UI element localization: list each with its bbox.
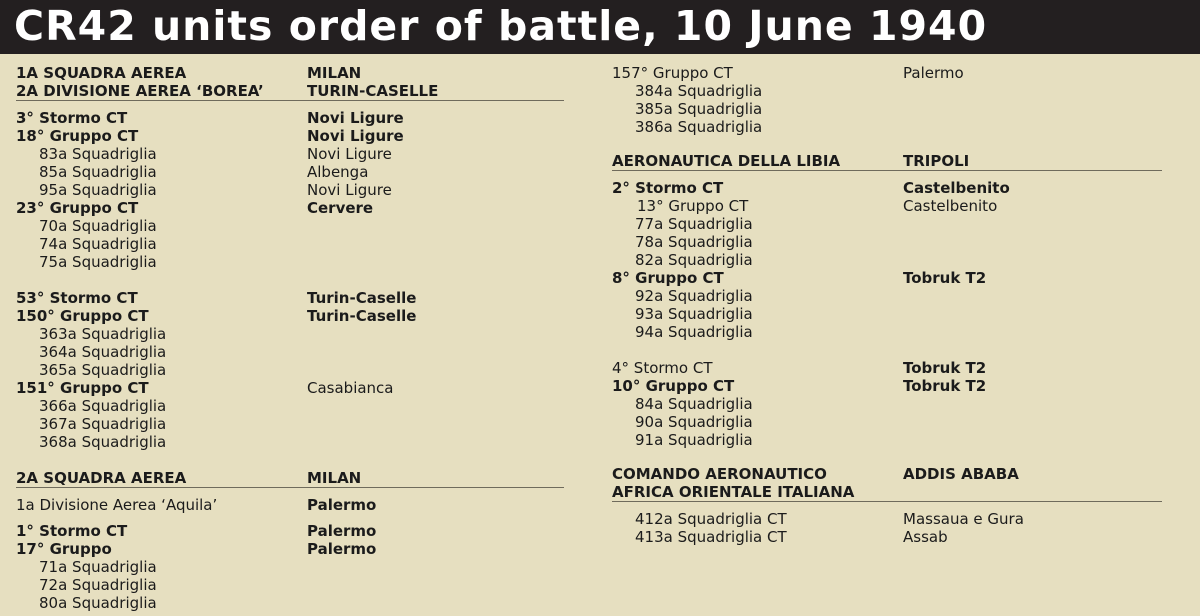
unit-base: Novi Ligure — [307, 145, 392, 163]
unit-name: 95a Squadriglia — [39, 181, 157, 199]
row-spacer — [16, 488, 564, 496]
unit-name: 1A SQUADRA AEREA — [16, 64, 187, 82]
unit-name: 72a Squadriglia — [39, 576, 157, 594]
table-row — [612, 323, 1162, 341]
table-row — [612, 305, 1162, 323]
unit-name: 364a Squadriglia — [39, 343, 167, 361]
unit-name: 157° Gruppo CT — [612, 64, 733, 82]
unit-base: TRIPOLI — [903, 152, 970, 170]
table-row — [16, 325, 564, 343]
unit-name: 75a Squadriglia — [39, 253, 157, 271]
table-row — [16, 199, 564, 217]
unit-name: 2° Stormo CT — [612, 179, 724, 197]
table-row — [16, 217, 564, 235]
page-title: CR42 units order of battle, 10 June 1940 — [14, 2, 988, 50]
unit-name: 1a Divisione Aerea ‘Aquila’ — [16, 496, 218, 514]
unit-name: 53° Stormo CT — [16, 289, 138, 307]
right-column-table — [612, 64, 1162, 546]
unit-base: Tobruk T2 — [903, 269, 987, 287]
table-row — [16, 397, 564, 415]
table-row — [16, 253, 564, 271]
unit-name: 150° Gruppo CT — [16, 307, 149, 325]
unit-base: Palermo — [307, 540, 377, 558]
table-row — [16, 343, 564, 361]
table-row — [612, 82, 1162, 100]
row-spacer — [612, 341, 1162, 359]
unit-base: Novi Ligure — [307, 127, 404, 145]
table-row — [16, 109, 564, 127]
unit-base: Albenga — [307, 163, 369, 181]
unit-name: 83a Squadriglia — [39, 145, 157, 163]
unit-name: 80a Squadriglia — [39, 594, 157, 612]
table-row — [612, 251, 1162, 269]
table-row — [612, 269, 1162, 287]
unit-base: MILAN — [307, 469, 362, 487]
left-column-table — [16, 64, 564, 612]
unit-name: 77a Squadriglia — [635, 215, 753, 233]
unit-name: 94a Squadriglia — [635, 323, 753, 341]
table-row — [612, 287, 1162, 305]
unit-base: Castelbenito — [903, 179, 1010, 197]
unit-name: 366a Squadriglia — [39, 397, 167, 415]
unit-base: Novi Ligure — [307, 181, 392, 199]
unit-name: 18° Gruppo CT — [16, 127, 139, 145]
table-row — [612, 197, 1162, 215]
unit-name: 365a Squadriglia — [39, 361, 167, 379]
unit-name: 412a Squadriglia CT — [635, 510, 787, 528]
unit-name: 17° Gruppo — [16, 540, 112, 558]
unit-name: 10° Gruppo CT — [612, 377, 735, 395]
row-spacer — [612, 171, 1162, 179]
unit-name: 363a Squadriglia — [39, 325, 167, 343]
table-row — [612, 179, 1162, 197]
table-row — [612, 359, 1162, 377]
unit-name: 13° Gruppo CT — [637, 197, 749, 215]
unit-name: AERONAUTICA DELLA LIBIA — [612, 152, 841, 170]
row-spacer — [612, 502, 1162, 510]
table-row — [612, 510, 1162, 528]
row-spacer — [16, 514, 564, 522]
unit-name: 386a Squadriglia — [635, 118, 763, 136]
unit-name: 78a Squadriglia — [635, 233, 753, 251]
table-row — [16, 145, 564, 163]
table-row — [16, 594, 564, 612]
unit-base: Assab — [903, 528, 948, 546]
unit-name: 1° Stormo CT — [16, 522, 128, 540]
table-row — [612, 465, 1162, 483]
table-row — [16, 469, 564, 488]
table-row — [16, 379, 564, 397]
unit-name: 23° Gruppo CT — [16, 199, 139, 217]
unit-name: 367a Squadriglia — [39, 415, 167, 433]
table-row — [16, 522, 564, 540]
unit-name: 8° Gruppo CT — [612, 269, 724, 287]
table-row — [612, 377, 1162, 395]
unit-base: Novi Ligure — [307, 109, 404, 127]
unit-base: ADDIS ABABA — [903, 465, 1019, 483]
unit-name: 91a Squadriglia — [635, 431, 753, 449]
unit-name: 82a Squadriglia — [635, 251, 753, 269]
table-row — [16, 82, 564, 101]
table-row — [16, 163, 564, 181]
unit-base: Castelbenito — [903, 197, 998, 215]
unit-name: 368a Squadriglia — [39, 433, 167, 451]
table-row — [16, 181, 564, 199]
unit-base: Turin-Caselle — [307, 307, 417, 325]
unit-name: 2A SQUADRA AEREA — [16, 469, 187, 487]
row-spacer — [16, 451, 564, 469]
unit-base: Cervere — [307, 199, 374, 217]
row-spacer — [612, 449, 1162, 465]
unit-base: Palermo — [307, 522, 377, 540]
unit-name: 3° Stormo CT — [16, 109, 128, 127]
table-row — [16, 289, 564, 307]
row-spacer — [612, 136, 1162, 152]
unit-base: MILAN — [307, 64, 362, 82]
table-row — [16, 127, 564, 145]
table-row — [612, 233, 1162, 251]
unit-name: 70a Squadriglia — [39, 217, 157, 235]
unit-name: 85a Squadriglia — [39, 163, 157, 181]
unit-name: 74a Squadriglia — [39, 235, 157, 253]
unit-name: COMANDO AERONAUTICO — [612, 465, 827, 483]
unit-name: 90a Squadriglia — [635, 413, 753, 431]
table-row — [612, 395, 1162, 413]
unit-name: 385a Squadriglia — [635, 100, 763, 118]
unit-base: Tobruk T2 — [903, 377, 987, 395]
table-row — [612, 431, 1162, 449]
table-row — [612, 413, 1162, 431]
row-spacer — [16, 101, 564, 109]
unit-base: Tobruk T2 — [903, 359, 987, 377]
unit-name: 2A DIVISIONE AEREA ‘BOREA’ — [16, 82, 264, 100]
unit-name: 384a Squadriglia — [635, 82, 763, 100]
table-row — [612, 118, 1162, 136]
table-row — [16, 415, 564, 433]
table-row — [612, 528, 1162, 546]
table-row — [16, 361, 564, 379]
unit-name: AFRICA ORIENTALE ITALIANA — [612, 483, 855, 501]
unit-name: 4° Stormo CT — [612, 359, 713, 377]
unit-name: 93a Squadriglia — [635, 305, 753, 323]
title-bar — [0, 0, 1200, 54]
table-row — [16, 235, 564, 253]
unit-name: 84a Squadriglia — [635, 395, 753, 413]
unit-base: Turin-Caselle — [307, 289, 417, 307]
unit-name: 413a Squadriglia CT — [635, 528, 787, 546]
table-row — [16, 307, 564, 325]
unit-name: 92a Squadriglia — [635, 287, 753, 305]
unit-name: 71a Squadriglia — [39, 558, 157, 576]
table-row — [612, 152, 1162, 171]
unit-base: Casabianca — [307, 379, 394, 397]
table-row — [16, 576, 564, 594]
unit-base: Palermo — [307, 496, 377, 514]
table-row — [16, 64, 564, 82]
table-row — [612, 215, 1162, 233]
unit-base: TURIN-CASELLE — [307, 82, 439, 100]
row-spacer — [16, 271, 564, 289]
table-row — [612, 64, 1162, 82]
table-row — [612, 100, 1162, 118]
table-row — [16, 433, 564, 451]
unit-base: Palermo — [903, 64, 964, 82]
table-row — [612, 483, 1162, 502]
unit-name: 151° Gruppo CT — [16, 379, 149, 397]
table-row — [16, 540, 564, 558]
unit-base: Massaua e Gura — [903, 510, 1024, 528]
table-row — [16, 496, 564, 514]
table-row — [16, 558, 564, 576]
